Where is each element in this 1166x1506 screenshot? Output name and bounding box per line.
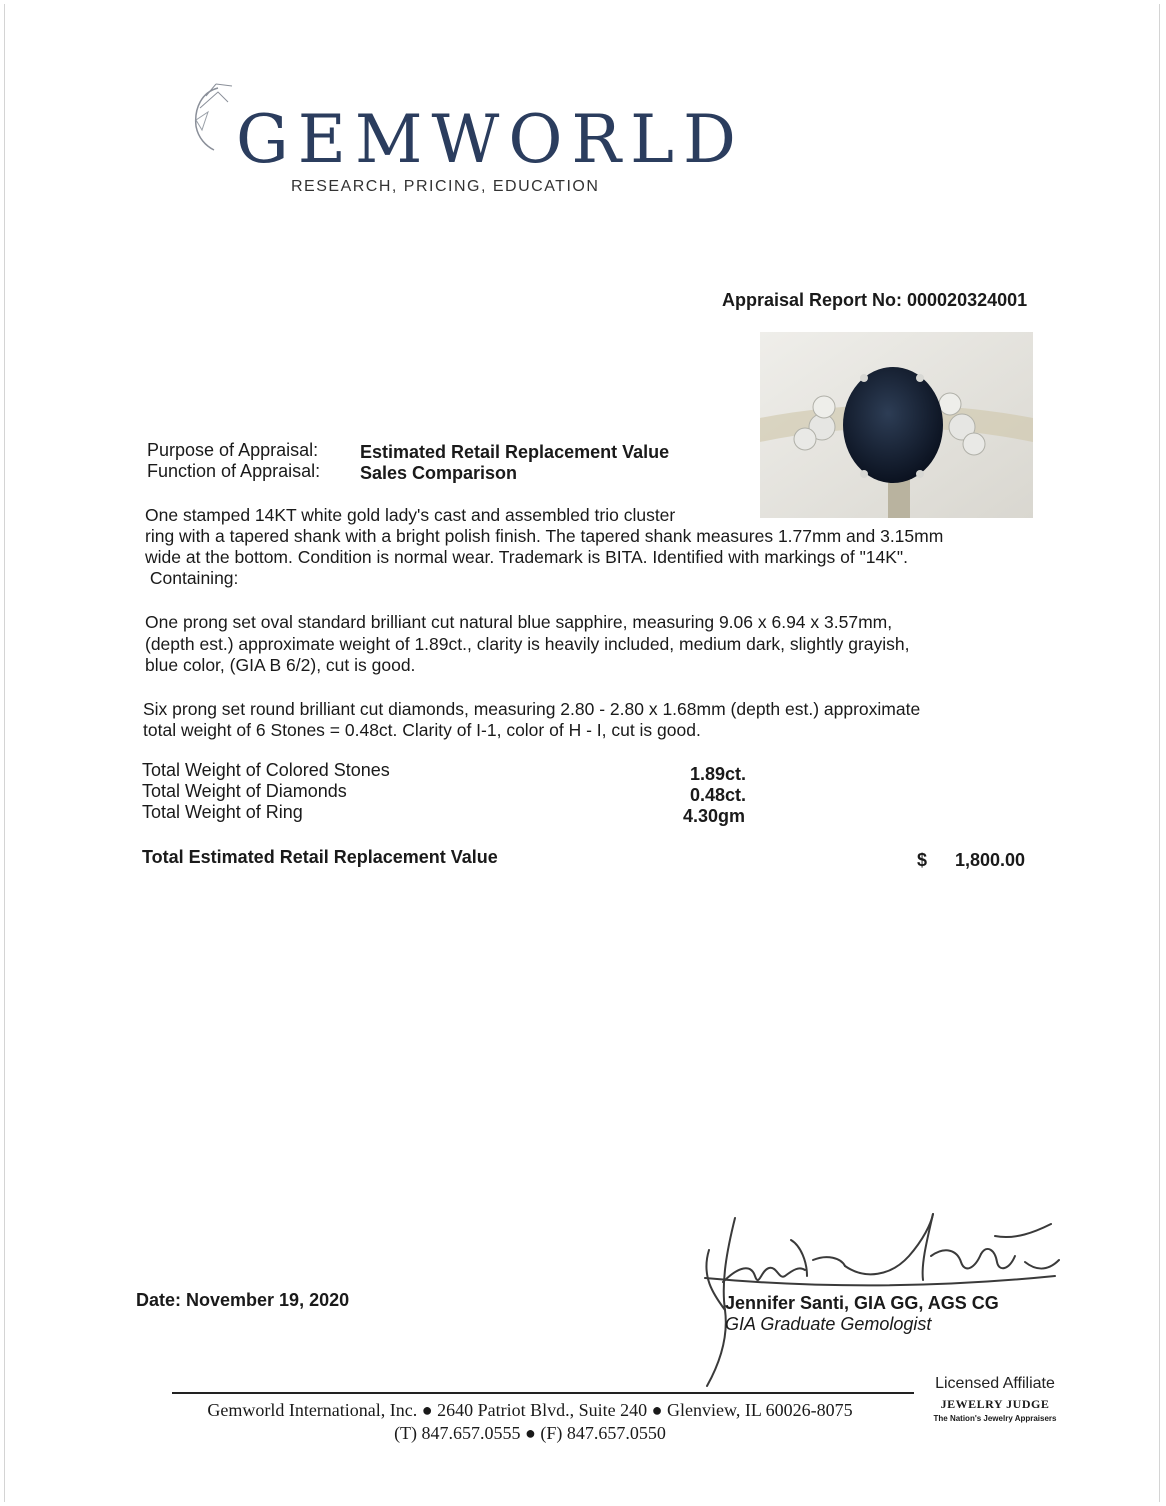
report-number: Appraisal Report No: 000020324001 [722,290,1028,310]
weight-label-colored-stones: Total Weight of Colored Stones [142,760,390,780]
footer-divider [172,1392,914,1394]
sapphire-description-line-3: blue color, (GIA B 6/2), cut is good. [145,655,416,675]
sapphire-description-line-2: (depth est.) approximate weight of 1.89ct., clarity is heavily included, medium dark, slightly grayish, [145,634,910,654]
weight-label-diamonds: Total Weight of Diamonds [142,781,347,801]
diamond-description-line-1: Six prong set round brilliant cut diamonds, measuring 2.80 - 2.80 x 1.68mm (depth est.) approximate [143,699,921,719]
jewelry-judge-logo [930,1397,1060,1412]
weight-value-ring: 4.30gm [683,806,746,826]
total-value-label: Total Estimated Retail Replacement Value [142,847,498,867]
total-value-amount: 1,800.00 [955,850,1026,870]
weight-value-diamonds: 0.48ct. [690,785,747,805]
licensed-affiliate-block [930,1375,1060,1423]
ring-photo [760,332,1033,518]
purpose-label: Purpose of Appraisal: [147,440,319,460]
function-value: Sales Comparison [360,463,518,483]
ring-description-line-2: ring with a tapered shank with a bright polish finish. The tapered shank measures 1.77mm and 3.15mm [145,526,944,546]
affiliate-label: Licensed Affiliate [935,1375,1055,1392]
sapphire-description-line-1: One prong set oval standard brilliant cut natural blue sapphire, measuring 9.06 x 6.94 x 3.57mm, [145,612,893,632]
appraisal-date: Date: November 19, 2020 [136,1290,350,1310]
weight-label-ring: Total Weight of Ring [142,802,303,822]
function-label: Function of Appraisal: [147,461,321,481]
affiliate-logo-text: JEWELRY JUDGE [940,1397,1050,1411]
footer-address: Gemworld International, Inc. ● 2640 Patriot Blvd., Suite 240 ● Glenview, IL 60026-8075 [207,1400,853,1420]
footer-phone: (T) 847.657.0555 ● (F) 847.657.0550 [394,1423,666,1443]
logo-wordmark: GEMWORLD [236,101,745,178]
affiliate-tagline: The Nation's Jewelry Appraisers [933,1414,1057,1423]
weight-value-colored-stones: 1.89ct. [690,764,747,784]
signer-name: Jennifer Santi, GIA GG, AGS CG [725,1293,999,1313]
logo-tagline: RESEARCH, PRICING, EDUCATION [291,178,600,195]
ring-description-line-4: Containing: [145,568,239,588]
purpose-value: Estimated Retail Replacement Value [360,442,670,462]
ring-description-line-3: wide at the bottom. Condition is normal wear. Trademark is BITA. Identified with markings of "14K". [145,547,908,567]
diamond-description-line-2: total weight of 6 Stones = 0.48ct. Clarity of I-1, color of H - I, cut is good. [143,720,701,740]
ring-description-line-1: One stamped 14KT white gold lady's cast and assembled trio cluster [145,505,676,525]
signer-title: GIA Graduate Gemologist [725,1314,932,1334]
total-value-currency: $ [917,850,928,870]
